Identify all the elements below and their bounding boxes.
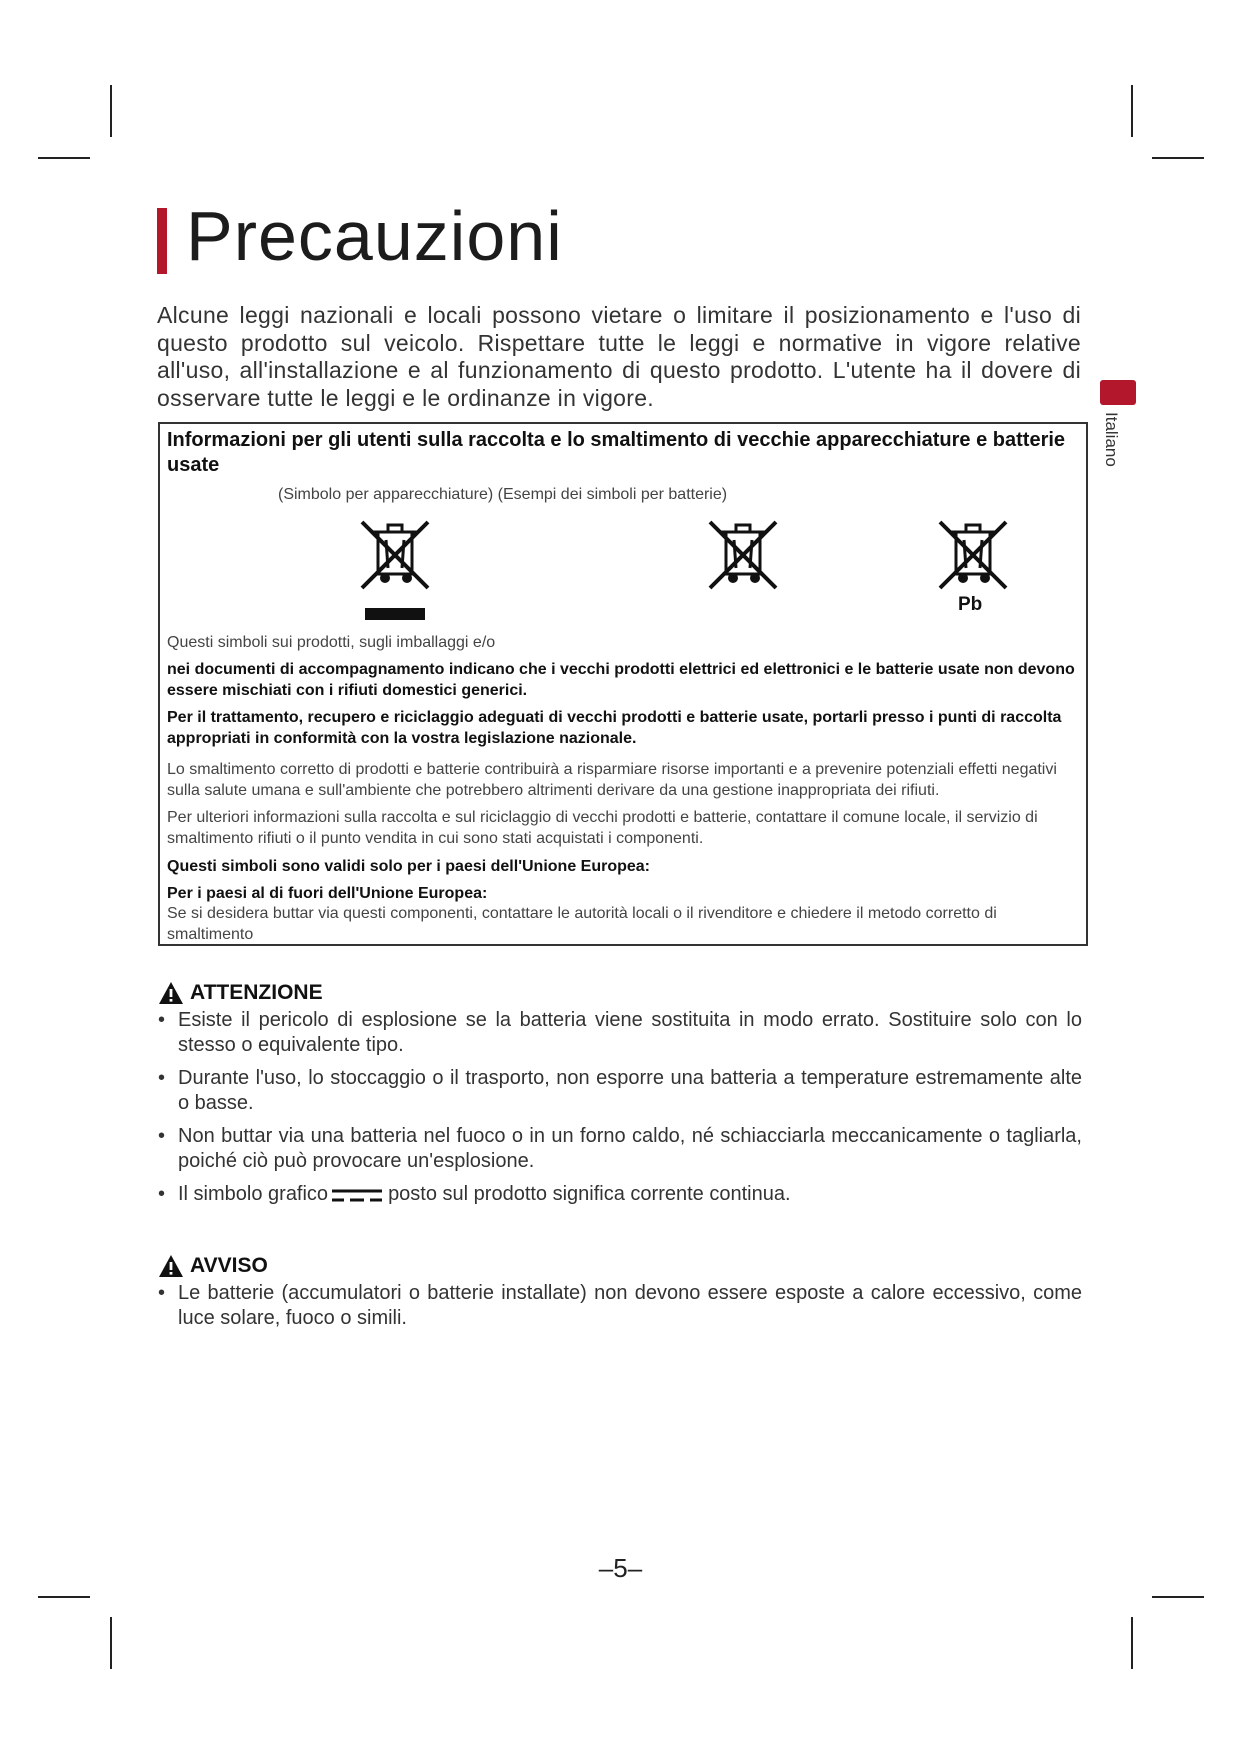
- crossed-out-bin-icon: [934, 516, 1012, 594]
- avviso-heading: [158, 1253, 268, 1279]
- intro-paragraph: Alcune leggi nazionali e locali possono vietare o limitare il posizionamento e l'uso di questo prodotto sul veicolo. Rispettare tutte le leggi e normative in vigore relative all'uso, all'installazione e al funzionamento di questo prodotto. L'utente ha il dovere di osservare tutte le leggi e le ordinanze in vigore.: [157, 302, 1081, 411]
- crossed-out-bin-icon: [356, 516, 434, 594]
- page-number: –5–: [598, 1553, 643, 1583]
- equipment-marker-bar: [365, 608, 425, 620]
- attenzione-bullet-1-text: Esiste il pericolo di esplosione se la batteria viene sostituita in modo errato. Sostituire solo con lo stesso o equivalente tipo.: [178, 1009, 1082, 1056]
- crop-mark-bottom-right-h: [1152, 1596, 1204, 1598]
- warning-triangle-icon: [158, 981, 184, 1005]
- attenzione-bullet-4: [158, 1182, 1082, 1207]
- title-accent-bar: [157, 208, 167, 274]
- crop-mark-top-left-v: [110, 85, 112, 137]
- bullet-dot: •: [158, 1282, 166, 1304]
- warning-triangle-icon: [158, 1254, 184, 1278]
- crop-mark-bottom-left-h: [38, 1596, 90, 1598]
- info-paragraph-2: nei documenti di accompagnamento indicano che i vecchi prodotti elettrici ed elettronici e le batterie usate non devono essere mischiati con i rifiuti domestici generici.: [167, 661, 1075, 699]
- crossed-out-bin-icon: [704, 516, 782, 594]
- bullet-dot: •: [158, 1009, 166, 1031]
- info-paragraph-3: Per il trattamento, recupero e riciclaggio adeguati di vecchi prodotti e batterie usate, portarli presso i punti di raccolta appropriati in conformità con la vostra legislazione nazionale.: [167, 709, 1062, 747]
- language-tab-label: Italiano: [1102, 412, 1121, 467]
- info-paragraph-5: Per ulteriori informazioni sulla raccolta e sul riciclaggio di vecchi prodotti e batterie, contattare il comune locale, il servizio di smaltimento rifiuti o il punto vendita in cui sono stati acquistati i componenti.: [167, 809, 1038, 847]
- info-paragraph-4: Lo smaltimento corretto di prodotti e batterie contribuirà a risparmiare risorse importanti e a prevenire potenziali effetti negativi sulla salute umana e sull'ambiente che potrebbero altrimenti derivare da una gestione inappropriata dei rifiuti.: [167, 761, 1057, 799]
- dc-bullet-text-after: posto sul prodotto significa corrente continua.: [388, 1183, 791, 1205]
- info-paragraph-6: Questi simboli sono validi solo per i paesi dell'Unione Europea:: [167, 858, 651, 875]
- crop-mark-top-left-h: [38, 157, 90, 159]
- bullet-dot: •: [158, 1125, 166, 1147]
- info-paragraph-7-body: Se si desidera buttar via questi componenti, contattare le autorità locali o il rivenditore e chiedere il metodo corretto di smaltimento: [167, 905, 997, 943]
- avviso-heading-text: AVVISO: [190, 1254, 268, 1277]
- avviso-bullet-1: [158, 1281, 1082, 1330]
- dc-bullet-text-before: Il simbolo grafico: [178, 1183, 329, 1205]
- info-box-title: Informazioni per gli utenti sulla raccolta e lo smaltimento di vecchie apparecchiature e batterie usate: [167, 429, 1066, 476]
- page-title: Precauzioni: [186, 197, 563, 275]
- info-paragraph-1: Questi simboli sui prodotti, sugli imballaggi e/o: [167, 634, 496, 651]
- attenzione-bullet-1: [158, 1008, 1082, 1057]
- attenzione-bullet-3-text: Non buttar via una batteria nel fuoco o in un forno caldo, né schiacciarla meccanicamente o tagliarla, poiché ciò può provocare un'esplosione.: [178, 1125, 1082, 1172]
- lead-symbol-label: Pb: [958, 594, 983, 615]
- attenzione-bullet-3: [158, 1124, 1082, 1173]
- bullet-dot: •: [158, 1183, 166, 1205]
- bullet-dot: •: [158, 1067, 166, 1089]
- crop-mark-bottom-left-v: [110, 1617, 112, 1669]
- attenzione-heading: [158, 980, 323, 1006]
- language-tab-marker: [1100, 380, 1136, 405]
- symbols-caption: (Simbolo per apparecchiature) (Esempi dei simboli per batterie): [278, 486, 728, 503]
- avviso-bullet-1-text: Le batterie (accumulatori o batterie installate) non devono essere esposte a calore eccessivo, come luce solare, fuoco o simili.: [178, 1282, 1082, 1329]
- crop-mark-top-right-v: [1131, 85, 1133, 137]
- crop-mark-bottom-right-v: [1131, 1617, 1133, 1669]
- attenzione-bullet-2-text: Durante l'uso, lo stoccaggio o il trasporto, non esporre una batteria a temperature estremamente alte o basse.: [178, 1067, 1082, 1114]
- info-paragraph-7-heading: Per i paesi al di fuori dell'Unione Europea:: [167, 885, 488, 902]
- direct-current-symbol-icon: [330, 1186, 384, 1204]
- attenzione-heading-text: ATTENZIONE: [190, 981, 323, 1004]
- crop-mark-top-right-h: [1152, 157, 1204, 159]
- disposal-info-box: [158, 422, 1088, 946]
- attenzione-bullet-2: [158, 1066, 1082, 1115]
